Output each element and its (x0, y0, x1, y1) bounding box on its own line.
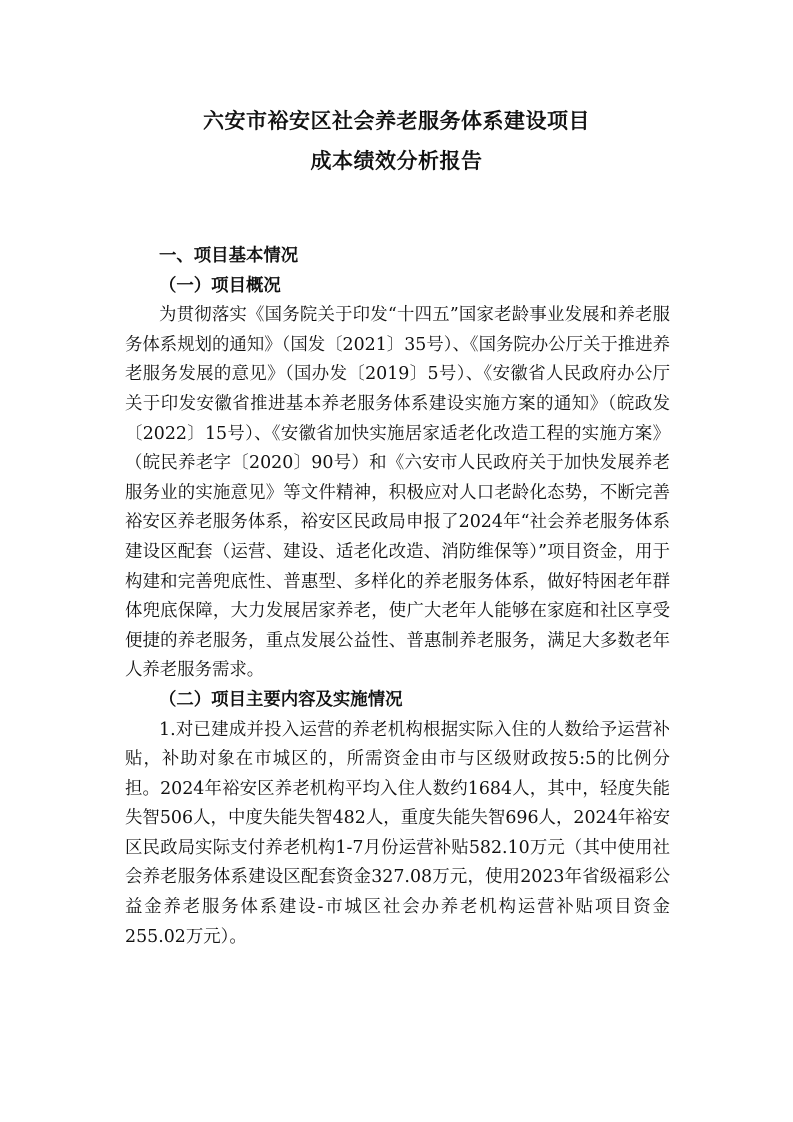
section-heading-basic-info: 一、项目基本情况 (159, 246, 299, 266)
report-title-line-1: 六安市裕安区社会养老服务体系建设项目 (203, 109, 590, 133)
report-title-line-2: 成本绩效分析报告 (310, 149, 483, 173)
subsection-heading-overview: （一）项目概况 (159, 275, 281, 296)
paragraph-operation-subsidy: 1.对已建成并投入运营的养老机构根据实际入住的人数给予运营补贴，补助对象在市城区的，所需资金由市与区级财政按5:5的比例分担。2024年裕安区养老机构平均入住人数约1684人，其中，轻度失能失智506人，中度失能失智482人，重度失能失智696人，2024年裕安区民政局实际支付养老机构1-7月份运营补贴582.10万元（其中使用社会养老服务体系建设区配套资金327.08万元，使用2023年省级福彩公益金养老服务体系建设-市城区社会办养老机构运营补贴项目资金255.02万元）。 (125, 719, 670, 947)
report-body (125, 242, 670, 952)
paragraph-project-overview: 为贯彻落实《国务院关于印发“十四五”国家老龄事业发展和养老服务体系规划的通知》（国发〔2021〕35号）、《国务院办公厅关于推进养老服务发展的意见》（国办发〔2019〕5号）、《安徽省人民政府办公厅关于印发安徽省推进基本养老服务体系建设实施方案的通知》（皖政发〔2022〕15号）、《安徽省加快实施居家适老化改造工程的实施方案》（皖民养老字〔2020〕90号）和《六安市人民政府关于加快发展养老服务业的实施意见》等文件精神，积极应对人口老龄化态势，不断完善裕安区养老服务体系，裕安区民政局申报了2024年“社会养老服务体系建设区配套（运营、建设、适老化改造、消防维保等）”项目资金，用于构建和完善兜底性、普惠型、多样化的养老服务体系，做好特困老年群体兜底保障，大力发展居家养老，使广大老年人能够在家庭和社区享受便捷的养老服务，重点发展公益性、普惠制养老服务，满足大多数老年人养老服务需求。 (125, 305, 670, 681)
subsection-heading-content: （二）项目主要内容及实施情况 (159, 689, 403, 710)
